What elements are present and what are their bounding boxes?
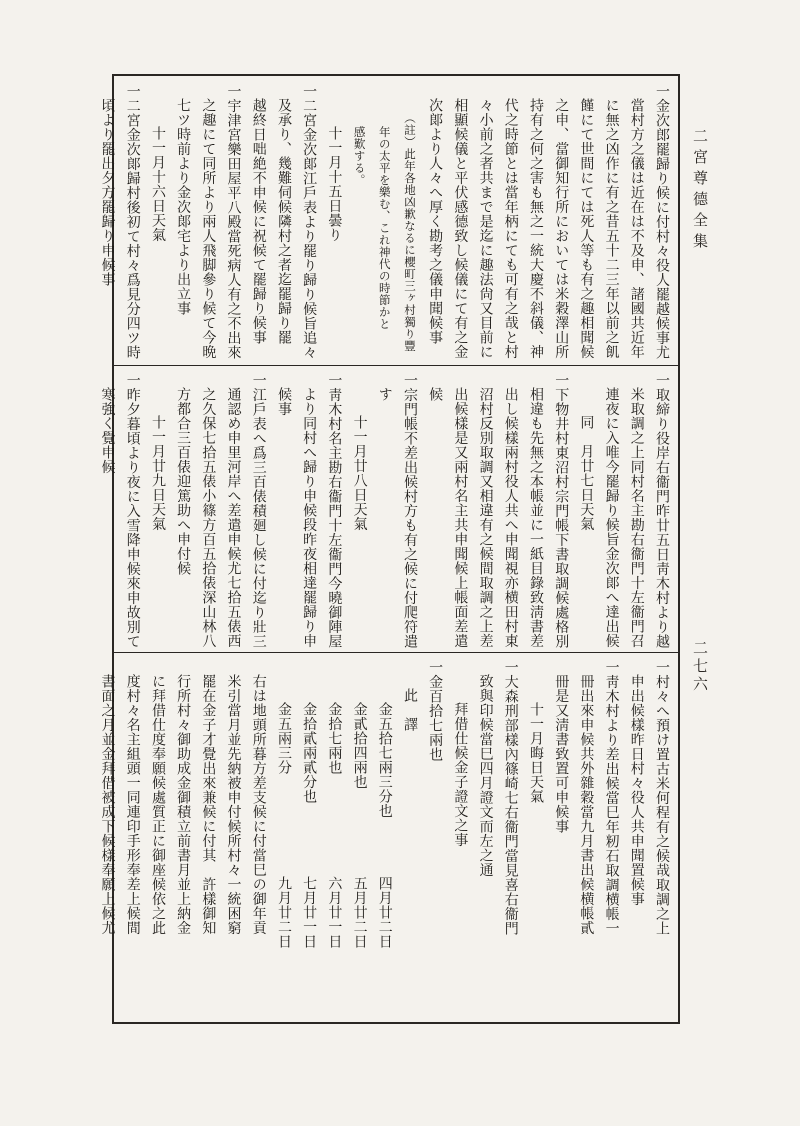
text-column: 十一月廿九日天氣 — [149, 415, 166, 531]
text-column: 金拾貳兩貳分也 七月廿一日 — [301, 702, 318, 949]
text-column: 一金次郎罷歸り候に付村々役人罷越候事尤 — [654, 84, 670, 360]
tier-bottom — [99, 660, 674, 1016]
tier-divider-lower — [112, 652, 680, 653]
text-column: す — [376, 387, 393, 402]
text-column: 感歎する。 — [352, 126, 367, 186]
text-column: 申出候樣昨日村々役人共申聞置候事 — [628, 674, 645, 906]
text-column: 十一月廿八日天氣 — [351, 415, 368, 531]
text-column: 之久保七拾五俵小篠方百五拾俵深山林八 — [200, 387, 217, 648]
text-column: 一金百拾七兩也 — [427, 660, 444, 762]
text-column: 候 — [427, 387, 444, 402]
text-column: 寒強く覺申候 — [99, 387, 116, 474]
text-column: 米取調之上同村名主勘右衞門十左衞門召 — [628, 387, 645, 648]
text-column: 金貳拾四兩也 五月廿二日 — [351, 702, 368, 949]
text-column: 頃より罷出夕方罷歸り申候事 — [99, 98, 116, 287]
text-column: 罷在金子才覺出來兼候に付其 許樣御知 — [200, 674, 217, 935]
text-column: 年の太平を樂む、これ神代の時節かと — [377, 126, 392, 330]
text-column: 書面之月並金拜借被成下候樣奉願上候尤 — [99, 674, 116, 935]
text-column: 度村々名主組頭一同連印手形奉差上候間 — [124, 674, 141, 935]
text-column: 此 譯 — [401, 688, 418, 732]
text-column: に拜借仕度奉願候處質正に御座候依之此 — [149, 674, 166, 935]
text-column: 拜借仕候金子證文之事 — [452, 702, 469, 847]
text-column: 一靑木村名主勘右衞門十左衞門今曉御陣屋 — [326, 373, 343, 649]
text-column: 方都合三百俵迎篤助へ申付候 — [175, 387, 192, 576]
text-column: 一二宮金次郞歸村後初て村々爲見分四ツ時 — [124, 84, 141, 360]
text-column: 代之時節とは當年柄にても可有之哉と村 — [502, 98, 519, 359]
text-column: 次郞より人々へ厚く勘考之儀申聞候事 — [427, 98, 444, 345]
text-column: 相顯候儀と平伏感德致し候儀にて有之金 — [452, 98, 469, 359]
tier-middle — [99, 373, 674, 649]
text-column: 之申、當御知行所においては米穀澤山所 — [553, 98, 570, 359]
text-column: 一宇津宮樂田屋平八殿當死病人有之不出來 — [225, 84, 242, 360]
text-column: 一下物井村東沼村宗門帳下書取調候處格別 — [553, 373, 570, 649]
text-column: 一江戶表へ爲三百俵積廻し候に付迄り壯三 — [250, 373, 267, 649]
text-column: 十一月十六日天氣 — [149, 126, 166, 242]
text-column: 十一月晦日天氣 — [527, 702, 544, 804]
text-column: 持有之何之害も無之一統大慶不斜儀、神 — [527, 98, 544, 359]
text-column: 通認め申里河岸へ差遣申候尤七拾五俵西 — [225, 387, 242, 648]
text-column: 一村々へ預け置古米何程有之候哉取調之上 — [654, 660, 670, 936]
text-column: 米引當月並先納被申付候所村々一統困窮 — [225, 674, 242, 935]
text-column: 十一月十五日曇り — [326, 126, 343, 242]
text-column: 々小前之者共まで是迄に趣法尙又目前に — [477, 98, 494, 359]
running-title: 二宮尊德全集 — [691, 128, 709, 254]
text-column: 七ツ時前より金次郞宅より出立事 — [175, 98, 192, 316]
text-column: 一昨夕暮頃より夜に入雪降申候來申故別て — [124, 373, 141, 649]
page-number: 二七六 — [691, 640, 709, 694]
text-column: 右は地頭所暮方差支候に付當巳の御年貢 — [250, 674, 267, 935]
text-column: 金五拾七兩三分也 四月廿二日 — [376, 702, 393, 949]
text-column: 之趣にて同所より兩人飛脚參り候て今晩 — [200, 98, 217, 359]
text-column: （註）此年各地凶歉なるに櫻町三ヶ村獨り豐 — [402, 112, 417, 352]
text-column: 越終日咄絶不申候に祝候て罷歸り候事 — [250, 98, 267, 345]
text-column: 冊是又淸書致置可申候事 — [553, 674, 570, 834]
text-column: 同 月廿七日天氣 — [578, 415, 595, 531]
text-column: 當村方之儀は近在は不及申、諸國共近年 — [628, 98, 645, 359]
text-column: に無之凶作に有之昔五十二三年以前之飢 — [603, 98, 620, 359]
text-column: 連夜に入唯今罷歸り候旨金次郞へ達出候 — [603, 387, 620, 648]
text-column: 及承り、幾難伺候隣村之者迄罷歸り罷 — [275, 98, 292, 345]
text-column: より同村へ歸り申候段昨夜相達罷歸り申 — [301, 387, 318, 648]
text-column: 饉にて世間にては死人等も有之趣相聞候 — [578, 98, 595, 359]
text-column: 一大森刑部樣內篠崎七右衞門當見喜右衞門 — [502, 660, 519, 936]
text-column: 沼村反別取調又相違有之候間取調之上差 — [477, 387, 494, 648]
text-column: 金拾七兩也 六月廿一日 — [326, 702, 343, 949]
tier-top — [99, 84, 674, 360]
text-column: 一取締り役岸右衞門昨廿五日靑木村より越 — [654, 373, 670, 649]
text-column: 金五兩三分 九月廿二日 — [275, 702, 292, 949]
text-column: 候事 — [275, 387, 292, 416]
text-column: 出し候樣兩村役人共へ申聞視亦横田村東 — [502, 387, 519, 648]
text-column: 出候樣是又兩村名主共申聞候上帳面差遣 — [452, 387, 469, 648]
text-column: 相違も先無之本帳並に一紙目錄致淸書差 — [527, 387, 544, 648]
text-column: 一靑木村より差出候當巳年籾石取調横帳一 — [603, 660, 620, 936]
text-column: 一二宮金次郞江戶表より罷り歸り候旨追々 — [301, 84, 318, 360]
text-column: 冊出來申候共外雜穀當九月書出候横帳貳 — [578, 674, 595, 935]
text-column: 一宗門帳不差出候村方も有之候に付爬符遣 — [401, 373, 418, 649]
text-column: 致與印候當巳四月證文而左之通 — [477, 674, 494, 877]
tier-divider-upper — [112, 365, 680, 366]
text-column: 行所村々御助成金御積立前書月並上納金 — [175, 674, 192, 935]
